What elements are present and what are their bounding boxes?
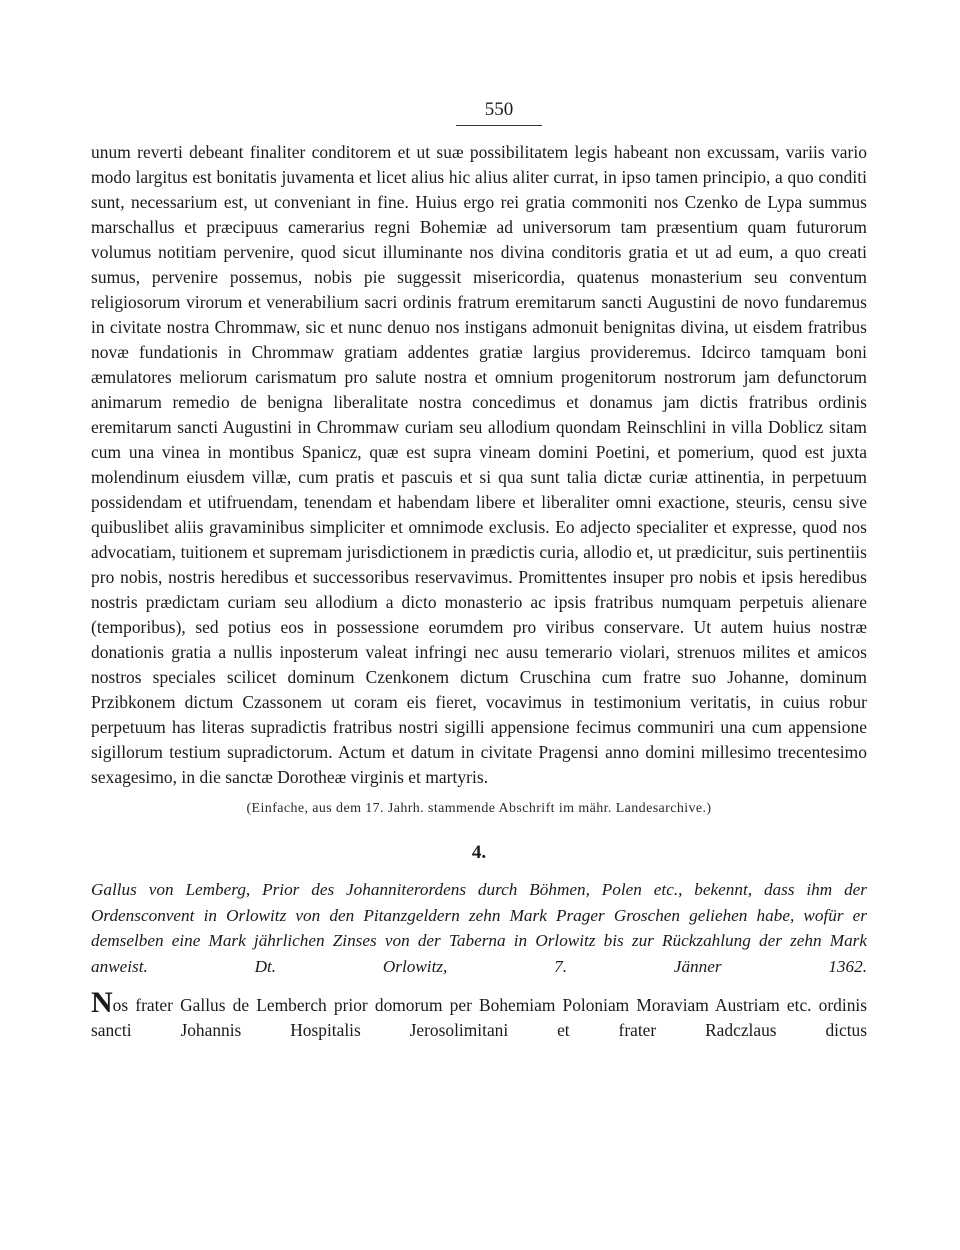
page-number: 550 — [484, 99, 514, 120]
charter-text — [91, 140, 867, 790]
charter-paragraph: unum reverti debeant finaliter conditorem et ut suæ possibilitatem legis habeant non excussam, variis vario modo largitus est bonitatis juvamenta et licet alius hic alius aliter currat, in ipso tamen principio, a quo conditi sunt, necessarium est, ut conveniant in fine. Huius ergo rei gratia commoniti nos Czenko de Lypa summus marschallus et præcipuus camerarius regni Bohemiæ ad universorum tam præsentium quam futurorum volumus notitiam pervenire, quod sicut illuminante nos divina conditoris gratia et ut ad eum, a quo creati sumus, pervenire possemus, nobis pie suggessit misericordia, quatenus monasterium seu conventum religiosorum virorum et venerabilium sacri ordinis fratrum eremitarum sancti Augustini de novo fundaremus in civitate nostra Chrommaw, sic et nunc denuo nos instigans admonuit benignitas divina, ut eisdem fratribus novæ fundationis in Chrommaw gratiam addentes gratiæ largius provideremus. Idcirco tamquam boni æmulatores meliorum carismatum pro salute nostra et omnium progenitorum nostrorum jam defunctorum animarum remedio de benigna liberalitate nostra concedimus et donamus jam dictis fratribus ordinis eremitarum sancti Augustini in Chrommaw curiam seu allodium quondam Reinschlini in villa Doblicz sitam cum una vinea in montibus Spanicz, quæ est supra vineam domini Poetini, et pomerium, quod est juxta molendinum eiusdem villæ, cum pratis et pascuis et si qua sunt talia dictæ curiæ attinentia, in perpetuum possidendam et utifruendam, tenendam et habendam libere et liberaliter omni exactione, steuris, censu sive quibuslibet aliis gravaminibus simpliciter et omnimode exclusis. Eo adjecto specialiter et expresse, quod nos advocatiam, tuitionem et supremam jurisdictionem in prædictis curia, allodio et, ut prædicitur, suis pertinentiis pro nobis, nostris heredibus et successoribus reservavimus. Promittentes insuper pro nobis et ipsis heredibus nostris prædictam curiam seu allodium a dicto monasterio ac ipsis fratribus numquam perpetuis alienare (temporibus), sed potius eos in possessione eorumdem pro viribus conservare. Ut autem huius nostræ donationis gratia a nullis inposterum valeat infringi nec ausu temerario violari, strenuos milites et amicos nostros speciales scilicet dominum Czenkonem dictum Cruschina cum fratre suo Johanne, dominum Przibkonem dictum Czassonem ut coram eis fieret, vocavimus in testimonium veritatis, in cuius robur perpetuum has literas supradictis fratribus nostri sigilli appensione fecimus communiri una cum appensione sigillorum testium supradictorum. Actum et datum in civitate Pragensi anno domini millesimo trecentesimo sexagesimo, in die sanctæ Dorotheæ virginis et martyris. — [91, 142, 867, 787]
drop-initial: N — [91, 986, 113, 1019]
charter-opening — [91, 986, 867, 1043]
source-note: (Einfache, aus dem 17. Jahrh. stammende Abschrift im mähr. Landesarchive.) — [246, 801, 712, 816]
regest-summary: Gallus von Lemberg, Prior des Johanniterordens durch Böhmen, Polen etc., bekennt, dass ihm der Ordensconvent in Orlowitz von den Pitanzgeldern zehn Mark Prager Groschen geliehen habe, wofür er demselben eine Mark jährlichen Zinses von der Taberna in Orlowitz bis zur Rückzahlung der zehn Mark anweist. Dt. Orlowitz, 7. Jänner 1362. — [91, 880, 867, 976]
page-number-rule — [456, 125, 542, 126]
document-page — [91, 98, 867, 1043]
opening-text: os frater Gallus de Lemberch prior domorum per Bohemiam Poloniam Moraviam Austriam etc. ordinis sancti Johannis Hospitalis Jerosolimitani et frater Radczlaus dictus — [91, 995, 867, 1040]
document-number: 4. — [471, 842, 487, 863]
